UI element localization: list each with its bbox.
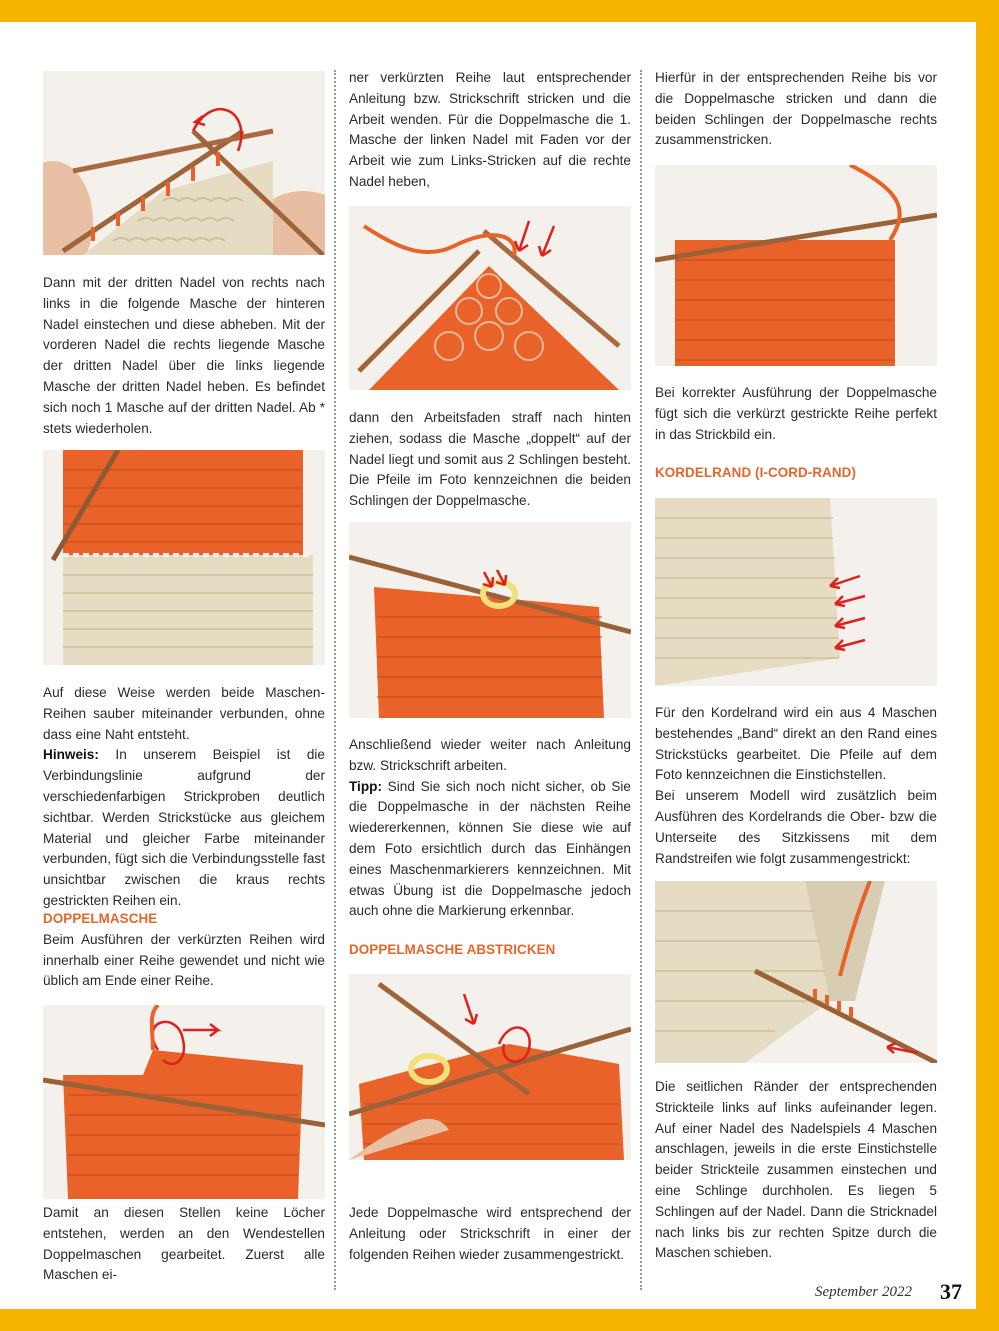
photo-icord-edge bbox=[655, 498, 937, 686]
tip-paragraph bbox=[349, 777, 631, 923]
hint-label: Hinweis: bbox=[43, 747, 99, 763]
paragraph: Für den Kordelrand wird ein aus 4 Maschen bestehendes „Band“ direkt an den Rand eines Strickstücks gearbeitet. Die Pfeile auf dem Foto kennzeichnen die Einstichstellen. bbox=[655, 705, 937, 783]
issue-date: September 2022 bbox=[814, 1284, 912, 1300]
section-heading: DOPPELMASCHE ABSTRICKEN bbox=[349, 942, 556, 957]
paragraph: Beim Ausführen der verkürzten Reihen wird innerhalb einer Reihe gewendet und nicht wie üblich am Ende einer Reihe. bbox=[43, 931, 325, 989]
photo-knit-together bbox=[349, 974, 631, 1160]
photo-join-cushion-edge bbox=[655, 881, 937, 1063]
paragraph: Bei unserem Modell wird zusätzlich beim Ausführen des Kordelrands die Ober- bzw die Unterseite des Sitzkissens mit dem Randstreifen wie folgt zusammengestrickt: bbox=[655, 788, 937, 866]
paragraph: Dann mit der dritten Nadel von rechts nach links in die folgende Masche der hinteren Nadel einstechen und diese abheben. Mit der vorderen Nadel die rechts liegende Masche der dritten Nadel über die links liegende Masche der dritten Nadel heben. Es befindet sich noch 1 Masche auf der dritten Nadel. Ab * stets wiederholen. bbox=[43, 275, 325, 436]
magazine-page bbox=[0, 22, 976, 1309]
paragraph: Damit an diesen Stellen keine Löcher entstehen, werden an den Wendestellen Doppelmaschen gearbeitet. Zuerst alle Maschen ei- bbox=[43, 1205, 325, 1283]
photo-three-needle-bindoff bbox=[43, 71, 325, 255]
paragraph: Die seitlichen Ränder der entsprechenden Strickteile links auf links aufeinander legen. Auf einer Nadel des Nadelspiels 4 Maschen anschlagen, jeweils in die erste Einstichstelle beider Strickteile zusammen einstechen und eine Schlinge durchholen. Es liegen 5 Schlingen auf der Nadel. Dann die Stricknadel nach links bis zur rechten Spitze durch die Maschen schieben. bbox=[655, 1079, 937, 1261]
paragraph: Hierfür in der entsprechenden Reihe bis vor die Doppelmasche stricken und dann die beiden Schlingen der Doppelmasche rechts zusammenstricken. bbox=[655, 70, 937, 148]
photo-short-rows bbox=[43, 1005, 325, 1199]
page-number: 37 bbox=[940, 1279, 962, 1304]
section-heading: DOPPELMASCHE bbox=[43, 911, 158, 926]
photo-double-stitch-lift bbox=[349, 206, 631, 390]
section-heading: KORDELRAND (I-CORD-RAND) bbox=[655, 465, 857, 480]
paragraph: dann den Arbeitsfaden straff nach hinten ziehen, sodass die Masche „doppelt“ auf der Nadel liegt und somit aus 2 Schlingen besteht. Die Pfeile im Foto kennzeichnen die beiden Schlingen der Doppelmasche. bbox=[349, 410, 631, 509]
column-divider bbox=[334, 70, 336, 1290]
paragraph: Jede Doppelmasche wird entsprechend der Anleitung oder Strickschrift in einer der folgenden Reihen wieder zusammengestrickt. bbox=[349, 1205, 631, 1262]
hint-text: In unserem Beispiel ist die Verbindungslinie aufgrund der verschiedenfarbigen Strickproben deutlich sichtbar. Werden Strickstücke aus gleichem Material und gleicher Farbe miteinander verbunden, fügt sich die Verbindungsstelle fast unsichtbar zwischen die kraus rechts gestrickten Reihen ein. bbox=[43, 747, 325, 908]
tip-label: Tipp: bbox=[349, 778, 382, 794]
photo-stitch-marker bbox=[349, 522, 631, 718]
column-divider bbox=[640, 70, 642, 1290]
hint-paragraph bbox=[43, 745, 325, 911]
paragraph: Anschließend wieder weiter nach Anleitung bzw. Strickschrift arbeiten. bbox=[349, 737, 631, 773]
paragraph: Auf diese Weise werden beide Maschen-Reihen sauber miteinander verbunden, ohne dass eine Naht entsteht. bbox=[43, 685, 325, 742]
photo-finished-short-row bbox=[655, 165, 937, 366]
photo-joined-rows bbox=[43, 450, 325, 665]
paragraph: Bei korrekter Ausführung der Doppelmasche fügt sich die verkürzt gestrickte Reihe perfekt in das Strickbild ein. bbox=[655, 385, 937, 442]
tip-text: Sind Sie sich noch nicht sicher, ob Sie die Doppelmasche in der nächsten Reihe wiedererkennen, können Sie diese wie auf dem Foto ersichtlich durch das Einhängen eines Maschenmarkierers kennzeichnen. Mit etwas Übung ist die Doppelmasche jedoch auch ohne die Markierung erkennbar. bbox=[349, 778, 631, 919]
paragraph: ner verkürzten Reihe laut entsprechender Anleitung bzw. Strickschrift stricken und die Arbeit wenden. Für die Doppelmasche die 1. Masche der linken Nadel mit Faden vor der Arbeit wie zum Links-Stricken auf die rechte Nadel heben, bbox=[349, 70, 631, 189]
